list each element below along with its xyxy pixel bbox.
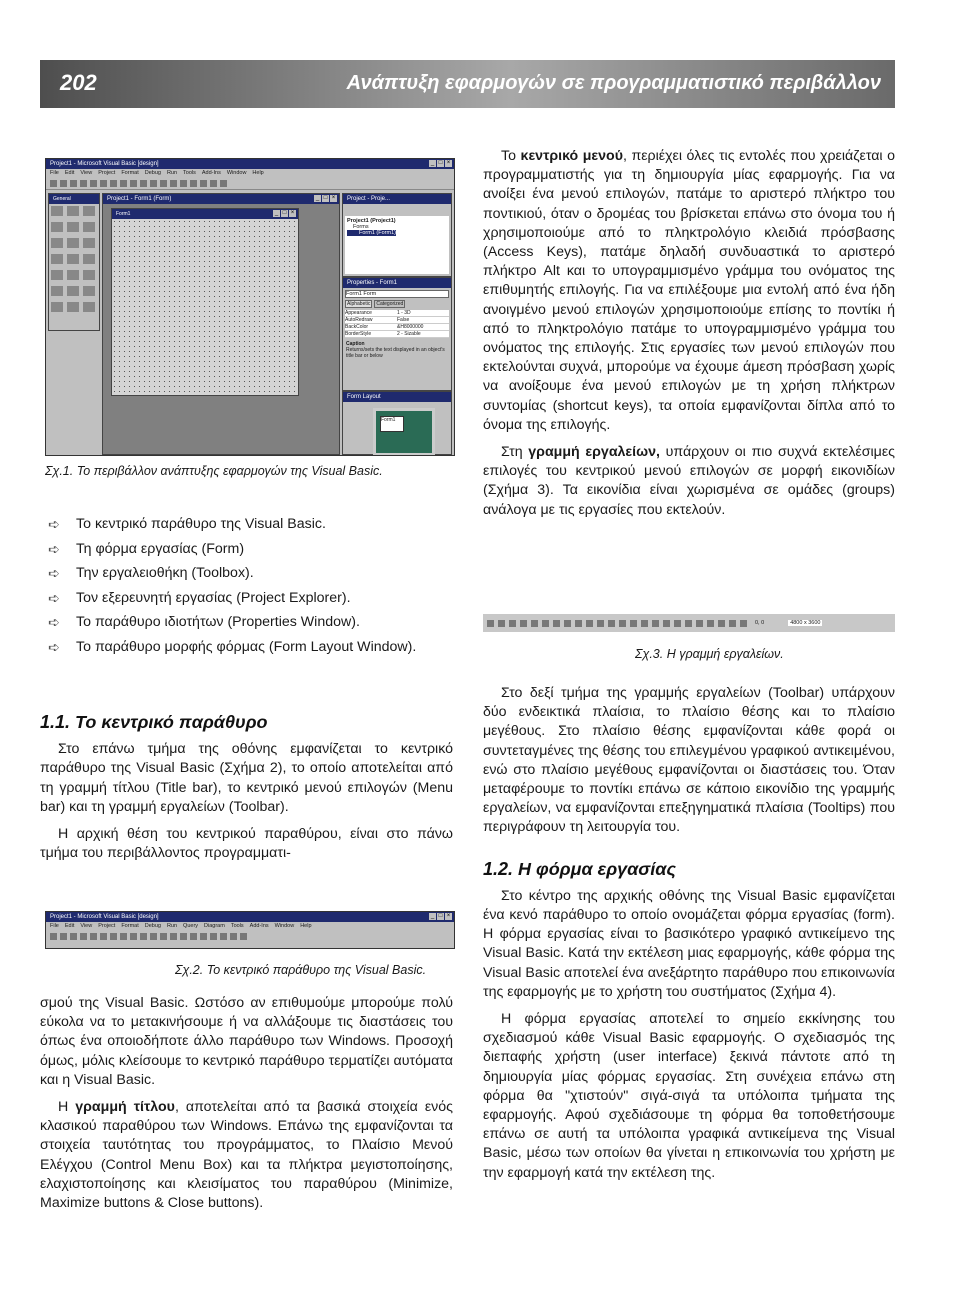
maximize-icon[interactable]: □ bbox=[438, 160, 443, 166]
position-box: 0, 0 bbox=[755, 620, 765, 626]
fig1-menu-addins[interactable]: Add-Ins bbox=[201, 170, 221, 176]
fig2-menu-run[interactable]: Run bbox=[166, 923, 178, 929]
project-root-node[interactable]: Project1 (Project1) bbox=[347, 218, 396, 224]
menu-paragraph: Το κεντρικό μενού, περιέχει όλες τις εντολές που χρειάζεται ο προγραμματιστής για τη δημιουργία μίας εφαρμογής. Για να ανοίξει ένα μενού επιλογών, πατάμε το αριστερό πλήκτρο του ποντικιού, όταν ο δρομέας του βρίσκεται επάνω στο όνομα του ή χρησιμοποιούμε από το πληκτρολόγιο κλειδιά πρόσβασης (Access Keys), πατάμε δηλαδή συνδυαστικά το αριστερό πλήκτρο Alt και το υπογραμμισμένο γράμμα του ονόματος της επιθυμητής επιλογής. Για να επιλέξουμε μια εντολή από ένα ήδη ανοιγμένο μενού επιλογών χρησιμοποιούμε επίσης το ποντίκι ή από το πληκτρολόγιο πατάμε το υπογραμμισμένο γράμμα του ονόματος της επιλογής. Στις εργασίες των μενού επιλογών που εκτελούνται συχνά, μπορούμε να έχουμε άμεση πρόσβαση χωρίς να ανοίξουμε ένα μενού επιλογών με τη χρήση πλήκτρων συντομίας (shortcut keys), τα οποία εμφανίζονται δίπλα από το όνομα της επιλογής. bbox=[483, 148, 895, 433]
menu-term: κεντρικό μενού bbox=[520, 148, 623, 164]
minimize-icon[interactable]: _ bbox=[430, 913, 435, 919]
list-item-text: Τη φόρμα εργασίας (Form) bbox=[76, 540, 245, 557]
fig1-menu-tools[interactable]: Tools bbox=[183, 170, 196, 176]
fig2-menu-diagram[interactable]: Diagram bbox=[204, 923, 225, 929]
list-item bbox=[48, 589, 453, 608]
arrow-bullet-icon: ➪ bbox=[48, 614, 60, 630]
fig1-menu-format[interactable]: Format bbox=[121, 170, 139, 176]
section-heading-1-1: 1.1. Το κεντρικό παράθυρο bbox=[40, 712, 268, 732]
list-item bbox=[48, 564, 453, 583]
page-number: 202 bbox=[60, 70, 97, 95]
form-paragraph-1: Στο κέντρο της αρχικής οθόνης της Visual Basic εμφανίζεται ένα κενό παράθυρο το οποίο ονομάζεται φόρμα εργασίας (form). Η φόρμα εργασίας είναι το βασικότερο γραφικό αντικείμενο της Visual Basic. Κατά την εκτέλεση μιας εφαρμογής, κάθε φόρμα της Visual Basic αποτελεί ένα ανεξάρτητο παράθυρο που επικοινωνία της εφαρμογής με το χρήστη του συστήματος (Σχήμα 4). bbox=[483, 887, 895, 1000]
toolbar-term: γραμμή εργαλείων, bbox=[528, 444, 660, 461]
properties-window bbox=[342, 277, 452, 391]
fig2-menu-edit[interactable]: Edit bbox=[64, 923, 75, 929]
property-name: AutoRedraw bbox=[345, 317, 373, 323]
properties-desc: Returns/sets the text displayed in an object's title bar or below bbox=[346, 347, 445, 359]
list-item bbox=[48, 613, 453, 632]
toolbar-boxes-paragraph: Στο δεξί τμήμα της γραμμής εργαλείων (Toolbar) υπάρχουν δύο ενδεικτικά πλαίσια, το πλαίσιο θέσης και το πλαίσιο μεγέθους. Στο πλαίσιο θέσης εμφανίζονται κάθε φορά οι συντεταγμένες της θέσης του επιλεγμένου γραφικού αντικειμένου, ενώ στο πλαίσιο μεγέθους εμφανίζονται οι διαστάσεις του. Όταν μεταφέρουμε το ποντίκι επάνω σε κάποιο εικονίδιο της γραμμής εργαλείων, να εμφανίζονται επεξηγηματικά πλαίσια (Tooltips) που περιγράφουν τη λειτουργία του. bbox=[483, 685, 895, 836]
fig2-menu-debug[interactable]: Debug bbox=[144, 923, 161, 929]
toolbox-window bbox=[48, 193, 100, 331]
property-name: BorderStyle bbox=[345, 331, 372, 337]
list-item-text: Την εργαλειοθήκη (Toolbox). bbox=[76, 565, 254, 581]
form-layout-preview[interactable]: Form1 bbox=[380, 416, 404, 432]
fig2-menu-window[interactable]: Window bbox=[274, 923, 295, 929]
figure1-menubar bbox=[46, 169, 454, 178]
page-header bbox=[40, 60, 895, 108]
fig2-menu-query[interactable]: Query bbox=[183, 923, 199, 929]
figure1-titlebar bbox=[46, 159, 454, 169]
figure2-screenshot bbox=[45, 911, 455, 949]
property-row[interactable] bbox=[345, 324, 449, 331]
fig2-menu-file[interactable]: File bbox=[50, 923, 59, 929]
figure1-toolbar bbox=[46, 178, 454, 190]
feature-list bbox=[48, 515, 453, 662]
tab-categorized[interactable]: Categorized bbox=[376, 301, 404, 307]
list-item-text: Το κεντρικό παράθυρο της Visual Basic. bbox=[76, 516, 326, 532]
form-paragraph-2: Η φόρμα εργασίας αποτελεί το σημείο εκκίνησης του σχεδιασμού κάθε Visual Basic εφαρμογής. Ο σχεδιασμός της διεπαφής χρήστη (user interface) ξεκινά πάντοτε από τη δημιουργία μίας φόρμας εργασίας. Στη συνέχεια επάνω στη φόρμα θα "χτιστούν" σιγά-σιγά τα υπόλοιπα τμήματα της εφαρμογής. Αφού σχεδιάσουμε τη φόρμα θα τοποθετήσουμε επάνω σε αυτή τα υπόλοιπα γραφικά αντικείμενα της Visual Basic, μέσω των οποίων θα γίνεται η επικοινωνία του χρήστη με την εφαρμογή κατά την εκτέλεση της. bbox=[483, 1011, 895, 1181]
tab-alphabetic[interactable]: Alphabetic bbox=[347, 301, 371, 307]
form1-title: Form1 bbox=[116, 211, 131, 217]
properties-grid bbox=[345, 310, 449, 338]
figure3-toolbar-screenshot bbox=[483, 614, 895, 632]
section1-paragraph-1: Στο επάνω τμήμα της οθόνης εμφανίζεται το κεντρικό παράθυρο της Visual Basic (Σχήμα 2), το οποίο αποτελείται από τη γραμμή τίτλου (Title bar), το κεντρικό μενού επιλογών (Menu bar) και τη γραμμή εργαλείων (Toolbar). bbox=[40, 741, 453, 815]
list-item-text: Το παράθυρο ιδιοτήτων (Properties Window). bbox=[76, 614, 360, 630]
section-heading-1-2: 1.2. Η φόρμα εργασίας bbox=[483, 858, 676, 879]
section1-paragraph-2: Η αρχική θέση του κεντρικού παραθύρου, είναι στο πάνω τμήμα του περιβάλλοντος προγραμματι- bbox=[40, 826, 453, 862]
arrow-bullet-icon: ➪ bbox=[48, 565, 60, 581]
title-bar-paragraph: Η γραμμή τίτλου, αποτελείται από τα βασικά στοιχεία ενός κλασικού παραθύρου των Windows. Επάνω της εμφανίζονται τα στοιχεία ταυτότητας του προγράμματος, το Πλαίσιο Μενού Ελέγχου (Control Menu Box) και τα πλήκτρα μεγιστοποίησης, ελαχιστοποίησης και κλεισίματος του παραθύρου (Minimize, Maximize buttons & Close buttons). bbox=[40, 1099, 454, 1212]
form-designer-window: Project1 - Form1 (Form) _ □ × Form1 _ □ × bbox=[102, 193, 340, 455]
figure1-caption: Σχ.1. Το περιβάλλον ανάπτυξης εφαρμογών της Visual Basic. bbox=[45, 464, 383, 478]
property-row[interactable] bbox=[345, 310, 449, 317]
form-designer-title: Project1 - Form1 (Form) bbox=[107, 196, 172, 202]
fig1-menu-help[interactable]: Help bbox=[252, 170, 264, 176]
left-column-top bbox=[40, 713, 453, 871]
figure3-caption: Σχ.3. Η γραμμή εργαλείων. bbox=[635, 647, 784, 661]
figure2-menubar bbox=[46, 922, 454, 931]
fig1-menu-window[interactable]: Window bbox=[226, 170, 247, 176]
list-item bbox=[48, 540, 453, 559]
right-column-top bbox=[483, 147, 895, 528]
fig1-menu-view[interactable]: View bbox=[80, 170, 93, 176]
property-value[interactable]: &H8000000 bbox=[397, 324, 424, 330]
project-form1-node[interactable]: Form1 (Form1) bbox=[347, 230, 396, 236]
minimize-icon[interactable]: _ bbox=[430, 160, 435, 166]
figure2-toolbar bbox=[46, 931, 454, 942]
property-row[interactable] bbox=[345, 317, 449, 324]
size-box: 4800 x 3600 bbox=[790, 620, 821, 626]
properties-object-select[interactable]: Form1 Form bbox=[345, 290, 449, 298]
project-explorer-title: Project - Proje... bbox=[347, 196, 391, 202]
fig1-menu-edit[interactable]: Edit bbox=[64, 170, 75, 176]
property-row[interactable] bbox=[345, 331, 449, 338]
list-item-text: Το παράθυρο μορφής φόρμας (Form Layout Window). bbox=[76, 638, 417, 655]
fig2-menu-view[interactable]: View bbox=[80, 923, 93, 929]
arrow-bullet-icon: ➪ bbox=[48, 516, 60, 532]
right-column-bottom bbox=[483, 684, 895, 1191]
close-icon[interactable]: × bbox=[446, 160, 451, 166]
fig1-menu-project[interactable]: Project bbox=[98, 170, 116, 176]
figure2-caption: Σχ.2. Το κεντρικό παράθυρο της Visual Basic. bbox=[175, 963, 427, 977]
fig2-menu-project[interactable]: Project bbox=[98, 923, 116, 929]
property-name: Appearance bbox=[345, 310, 372, 316]
fig2-menu-tools[interactable]: Tools bbox=[230, 923, 244, 929]
arrow-bullet-icon: ➪ bbox=[48, 540, 60, 557]
left-paragraph-continued: σμού της Visual Basic. Ωστόσο αν επιθυμούμε μπορούμε πολύ εύκολα να το μετακινήσουμε ή να αλλάξουμε τις διαστάσεις του όπως ένα οποιοδήποτε άλλο παράθυρο των Windows. Προσοχή όμως, μόλις κλείσουμε το κεντρικό παράθυρο τερματίζει αυτόματα και η Visual Basic. bbox=[40, 995, 453, 1088]
property-value[interactable]: False bbox=[397, 317, 410, 323]
close-icon[interactable]: × bbox=[446, 913, 451, 919]
list-item-text: Τον εξερευνητή εργασίας (Project Explorer). bbox=[76, 589, 351, 606]
fig2-menu-help[interactable]: Help bbox=[300, 923, 312, 929]
arrow-bullet-icon: ➪ bbox=[48, 638, 60, 655]
properties-title: Properties - Form1 bbox=[347, 280, 398, 286]
form-layout-window bbox=[342, 391, 452, 455]
project-explorer-window bbox=[342, 193, 452, 277]
maximize-icon[interactable]: □ bbox=[438, 913, 443, 919]
fig1-menu-debug[interactable]: Debug bbox=[144, 170, 161, 176]
left-column-bottom bbox=[40, 994, 453, 1221]
fig2-menu-addins[interactable]: Add-Ins bbox=[249, 923, 269, 929]
figure1-window-title: Project1 - Microsoft Visual Basic [design] bbox=[50, 161, 159, 167]
toolbar-paragraph: Στη γραμμή εργαλείων, υπάρχουν οι πιο συχνά εκτελέσιμες επιλογές του κεντρικού μενού επιλογών σε μορφή εικονιδίων (Σχήμα 3). Τα εικονίδια είναι χωρισμένα σε ομάδες (groups) ανάλογα με τις εργασίες που εκτελούν. bbox=[483, 444, 895, 518]
property-value[interactable]: 1 - 3D bbox=[397, 310, 411, 316]
form-layout-title: Form Layout bbox=[347, 394, 381, 400]
project-forms-node[interactable]: Forms bbox=[353, 224, 369, 230]
list-item bbox=[48, 515, 453, 534]
figure2-window-title: Project1 - Microsoft Visual Basic [design] bbox=[50, 914, 159, 920]
properties-desc-title: Caption bbox=[346, 341, 365, 347]
property-name: BackColor bbox=[345, 324, 369, 330]
fig1-menu-run[interactable]: Run bbox=[166, 170, 178, 176]
title-bar-term: γραμμή τίτλου bbox=[75, 1099, 175, 1116]
toolbox-title: General bbox=[53, 196, 71, 202]
form1-canvas[interactable]: Form1 _ □ × bbox=[111, 208, 299, 396]
list-item bbox=[48, 638, 453, 657]
property-value[interactable]: 2 - Sizable bbox=[397, 331, 421, 337]
fig1-menu-file[interactable]: File bbox=[50, 170, 59, 176]
figure1-screenshot bbox=[45, 158, 455, 456]
arrow-bullet-icon: ➪ bbox=[48, 589, 60, 606]
chapter-title: Ανάπτυξη εφαρμογών σε προγραμματιστικό περιβάλλον bbox=[346, 72, 881, 94]
fig2-menu-format[interactable]: Format bbox=[121, 923, 139, 929]
